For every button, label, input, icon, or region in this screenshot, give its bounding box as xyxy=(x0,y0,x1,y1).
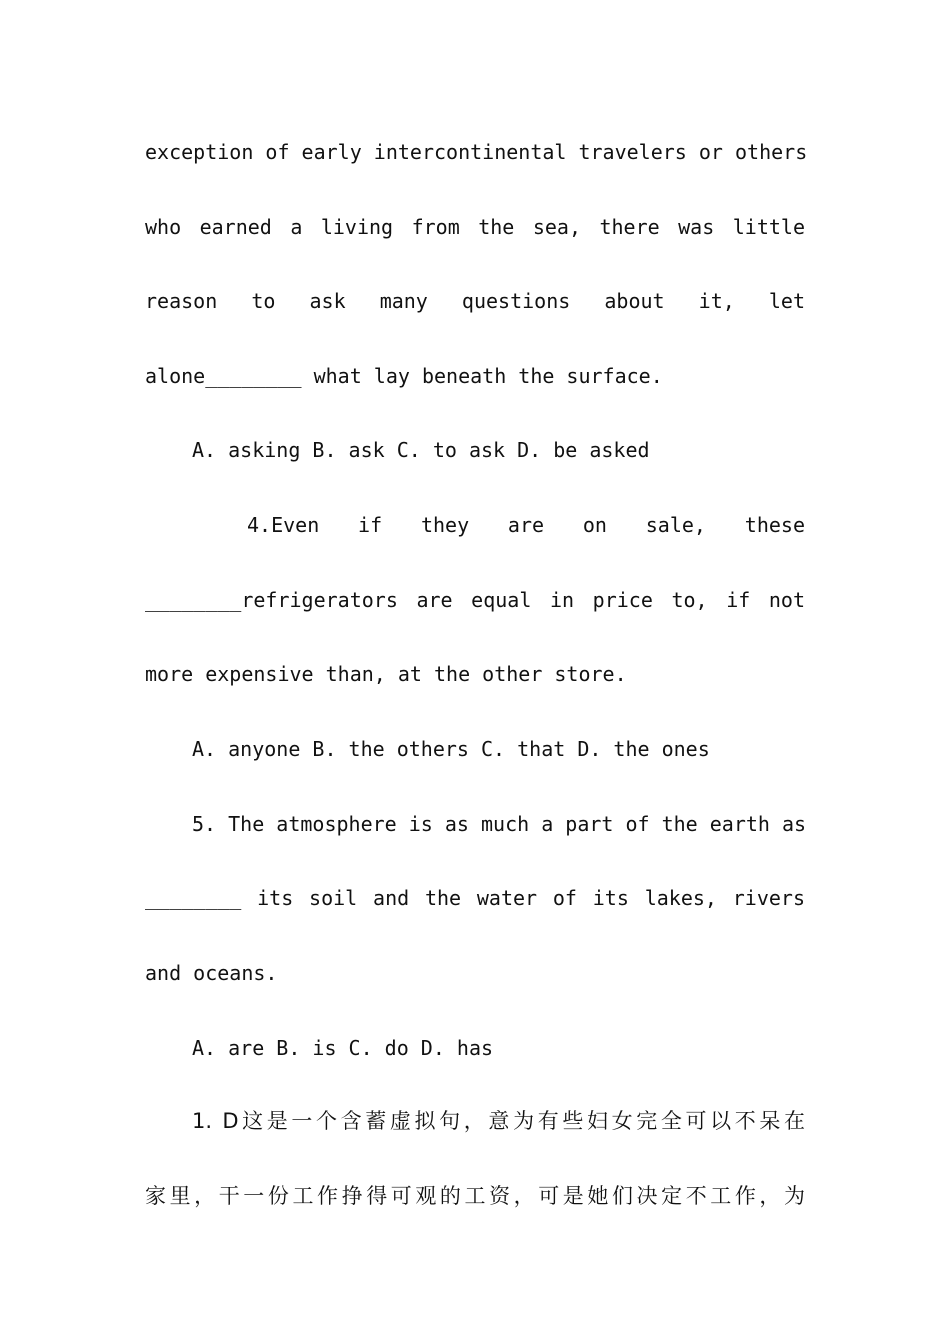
question-line: and oceans. xyxy=(145,961,278,985)
question-line: ________refrigerators are equal in price to, if not xyxy=(145,588,805,612)
explanation-line: 1. D这是一个含蓄虚拟句，意为有些妇女完全可以不呆在 xyxy=(192,1109,805,1133)
passage-line: exception of early intercontinental travelers or others xyxy=(145,140,808,164)
answer-options: A. anyone B. the others C. that D. the ones xyxy=(192,737,710,761)
passage-line: reason to ask many questions about it, let xyxy=(145,289,805,313)
question-line: 4.Even if they are on sale, these xyxy=(247,513,805,537)
passage-line: alone________ what lay beneath the surface. xyxy=(145,364,663,388)
answer-options: A. are B. is C. do D. has xyxy=(192,1036,494,1060)
passage-line: who earned a living from the sea, there was little xyxy=(145,215,805,239)
question-line: 5. The atmosphere is as much a part of the earth as xyxy=(192,812,807,836)
answer-options: A. asking B. ask C. to ask D. be asked xyxy=(192,438,650,462)
explanation-line: 家里，干一份工作挣得可观的工资，可是她们决定不工作，为 xyxy=(145,1184,805,1208)
question-line: ________ its soil and the water of its lakes, rivers xyxy=(145,886,805,910)
question-line: more expensive than, at the other store. xyxy=(145,662,627,686)
